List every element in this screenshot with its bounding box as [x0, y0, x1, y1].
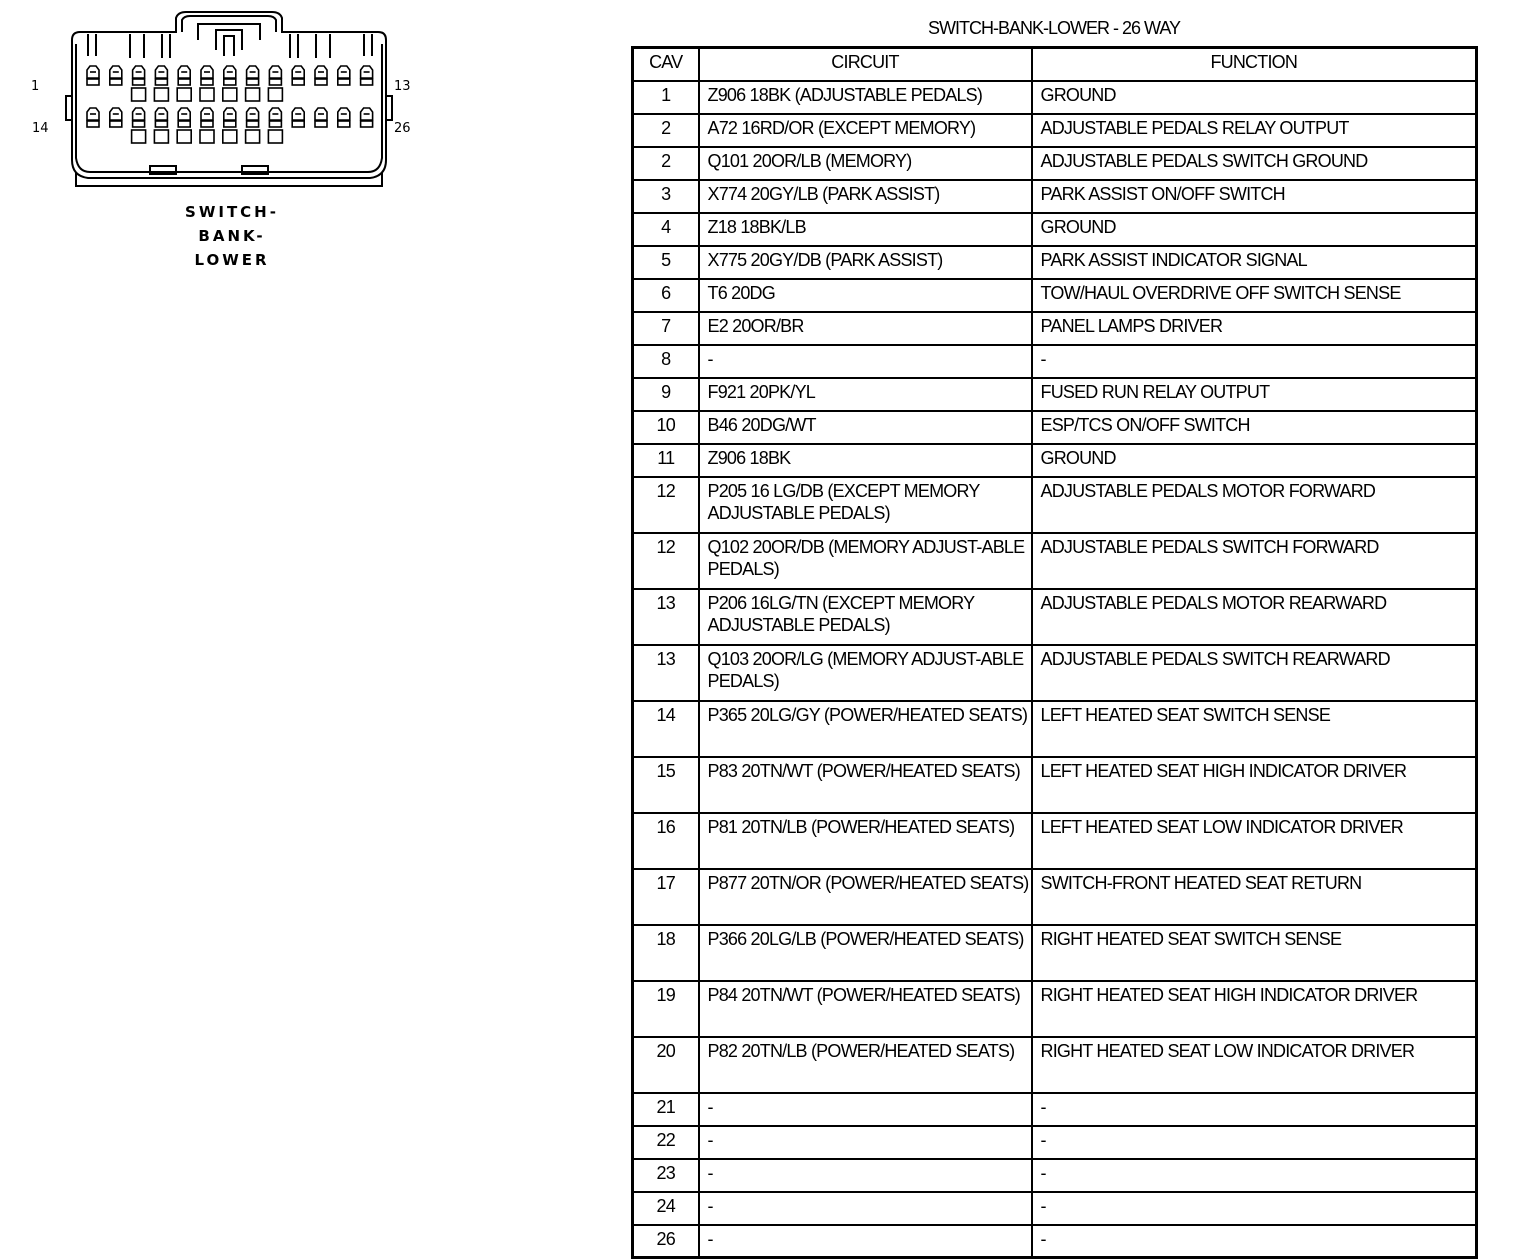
connector-label-line-2: BANK- — [198, 227, 266, 245]
function-cell: LEFT HEATED SEAT HIGH INDICATOR DRIVER — [1032, 757, 1477, 813]
table-row — [633, 645, 1477, 701]
pin-cavity-square — [177, 88, 191, 101]
function-cell: TOW/HAUL OVERDRIVE OFF SWITCH SENSE — [1032, 279, 1477, 312]
circuit-cell: - — [699, 1159, 1032, 1192]
circuit-cell: P365 20LG/GY (POWER/HEATED SEATS) — [699, 701, 1032, 757]
function-cell: ADJUSTABLE PEDALS SWITCH GROUND — [1032, 147, 1477, 180]
table-row — [633, 147, 1477, 180]
table-row — [633, 925, 1477, 981]
table-row — [633, 1225, 1477, 1258]
function-cell: RIGHT HEATED SEAT LOW INDICATOR DRIVER — [1032, 1037, 1477, 1093]
cav-cell: 2 — [633, 114, 699, 147]
cav-cell: 15 — [633, 757, 699, 813]
cav-cell: 17 — [633, 869, 699, 925]
table-row — [633, 246, 1477, 279]
circuit-cell: - — [699, 345, 1032, 378]
circuit-cell: P877 20TN/OR (POWER/HEATED SEATS) — [699, 869, 1032, 925]
pin-cavity-square — [154, 88, 168, 101]
cav-cell: 2 — [633, 147, 699, 180]
function-cell: ADJUSTABLE PEDALS MOTOR REARWARD — [1032, 589, 1477, 645]
pin-cavity-square — [132, 130, 146, 143]
cav-cell: 4 — [633, 213, 699, 246]
function-cell: GROUND — [1032, 81, 1477, 114]
cav-cell: 14 — [633, 701, 699, 757]
table-row — [633, 1126, 1477, 1159]
table-row — [633, 312, 1477, 345]
circuit-cell: P82 20TN/LB (POWER/HEATED SEATS) — [699, 1037, 1032, 1093]
table-row — [633, 869, 1477, 925]
cav-cell: 10 — [633, 411, 699, 444]
function-cell: GROUND — [1032, 444, 1477, 477]
table-row — [633, 701, 1477, 757]
cav-cell: 18 — [633, 925, 699, 981]
cav-cell: 8 — [633, 345, 699, 378]
cav-cell: 20 — [633, 1037, 699, 1093]
circuit-cell: E2 20OR/BR — [699, 312, 1032, 345]
pin-cavity-square — [154, 130, 168, 143]
function-cell: PARK ASSIST ON/OFF SWITCH — [1032, 180, 1477, 213]
table-row — [633, 1159, 1477, 1192]
cav-cell: 19 — [633, 981, 699, 1037]
circuit-cell: - — [699, 1225, 1032, 1258]
pinout-rows — [633, 81, 1477, 1258]
connector-label-line-1: SWITCH- — [185, 203, 279, 221]
table-row — [633, 1037, 1477, 1093]
circuit-cell: P205 16 LG/DB (EXCEPT MEMORY ADJUSTABLE PEDALS) — [699, 477, 1032, 533]
table-row — [633, 533, 1477, 589]
header-cav: CAV — [633, 48, 699, 81]
circuit-cell: Z906 18BK — [699, 444, 1032, 477]
connector-housing — [66, 12, 392, 186]
pin-cavity-square — [132, 88, 146, 101]
circuit-cell: P84 20TN/WT (POWER/HEATED SEATS) — [699, 981, 1032, 1037]
cav-cell: 6 — [633, 279, 699, 312]
pin-cavity-square — [223, 130, 237, 143]
circuit-cell: Z18 18BK/LB — [699, 213, 1032, 246]
pin-cavity-square — [268, 88, 282, 101]
function-cell: - — [1032, 1126, 1477, 1159]
table-row — [633, 589, 1477, 645]
function-cell: PANEL LAMPS DRIVER — [1032, 312, 1477, 345]
pin-cavity-square — [268, 130, 282, 143]
table-row — [633, 1192, 1477, 1225]
pin-cavity-square — [246, 130, 260, 143]
circuit-cell: F921 20PK/YL — [699, 378, 1032, 411]
function-cell: LEFT HEATED SEAT LOW INDICATOR DRIVER — [1032, 813, 1477, 869]
circuit-cell: X774 20GY/LB (PARK ASSIST) — [699, 180, 1032, 213]
cav-cell: 3 — [633, 180, 699, 213]
pin-cavity-square — [200, 88, 214, 101]
cav-cell: 9 — [633, 378, 699, 411]
pin-label-1: 1 — [31, 79, 40, 94]
connector-label-line-3: LOWER — [194, 251, 270, 269]
connector-diagram — [0, 0, 600, 290]
circuit-cell: - — [699, 1126, 1032, 1159]
table-row — [633, 1093, 1477, 1126]
pin-cavity-square — [246, 88, 260, 101]
table-row — [633, 477, 1477, 533]
function-cell: GROUND — [1032, 213, 1477, 246]
header-function: FUNCTION — [1032, 48, 1477, 81]
function-cell: ADJUSTABLE PEDALS RELAY OUTPUT — [1032, 114, 1477, 147]
connector-pins — [87, 66, 373, 143]
header-circuit: CIRCUIT — [699, 48, 1032, 81]
circuit-cell: - — [699, 1093, 1032, 1126]
circuit-cell: - — [699, 1192, 1032, 1225]
cav-cell: 13 — [633, 645, 699, 701]
function-cell: ESP/TCS ON/OFF SWITCH — [1032, 411, 1477, 444]
pin-cavity-square — [200, 130, 214, 143]
pin-cavity-square — [177, 130, 191, 143]
cav-cell: 1 — [633, 81, 699, 114]
function-cell: ADJUSTABLE PEDALS SWITCH REARWARD — [1032, 645, 1477, 701]
cav-cell: 26 — [633, 1225, 699, 1258]
function-cell: - — [1032, 345, 1477, 378]
table-title: SWITCH-BANK-LOWER - 26 WAY — [927, 18, 1180, 38]
cav-cell: 23 — [633, 1159, 699, 1192]
cav-cell: 16 — [633, 813, 699, 869]
function-cell: RIGHT HEATED SEAT HIGH INDICATOR DRIVER — [1032, 981, 1477, 1037]
table-row — [633, 180, 1477, 213]
pinout-table — [631, 46, 1478, 1259]
cav-cell: 24 — [633, 1192, 699, 1225]
circuit-cell: P83 20TN/WT (POWER/HEATED SEATS) — [699, 757, 1032, 813]
pin-cavity-square — [223, 88, 237, 101]
circuit-cell: P366 20LG/LB (POWER/HEATED SEATS) — [699, 925, 1032, 981]
table-row — [633, 213, 1477, 246]
table-row — [633, 981, 1477, 1037]
circuit-cell: Q103 20OR/LG (MEMORY ADJUST-ABLE PEDALS) — [699, 645, 1032, 701]
circuit-cell: P81 20TN/LB (POWER/HEATED SEATS) — [699, 813, 1032, 869]
table-row — [633, 279, 1477, 312]
cav-cell: 21 — [633, 1093, 699, 1126]
table-row — [633, 81, 1477, 114]
cav-cell: 12 — [633, 477, 699, 533]
function-cell: ADJUSTABLE PEDALS SWITCH FORWARD — [1032, 533, 1477, 589]
function-cell: FUSED RUN RELAY OUTPUT — [1032, 378, 1477, 411]
table-row — [633, 411, 1477, 444]
function-cell: - — [1032, 1225, 1477, 1258]
circuit-cell: Z906 18BK (ADJUSTABLE PEDALS) — [699, 81, 1032, 114]
circuit-cell: Q101 20OR/LB (MEMORY) — [699, 147, 1032, 180]
table-row — [633, 813, 1477, 869]
circuit-cell: X775 20GY/DB (PARK ASSIST) — [699, 246, 1032, 279]
circuit-cell: T6 20DG — [699, 279, 1032, 312]
table-row — [633, 757, 1477, 813]
function-cell: LEFT HEATED SEAT SWITCH SENSE — [1032, 701, 1477, 757]
function-cell: SWITCH-FRONT HEATED SEAT RETURN — [1032, 869, 1477, 925]
pin-label-26: 26 — [394, 121, 411, 136]
table-row — [633, 444, 1477, 477]
cav-cell: 12 — [633, 533, 699, 589]
table-row — [633, 378, 1477, 411]
cav-cell: 5 — [633, 246, 699, 279]
function-cell: - — [1032, 1093, 1477, 1126]
function-cell: ADJUSTABLE PEDALS MOTOR FORWARD — [1032, 477, 1477, 533]
circuit-cell: P206 16LG/TN (EXCEPT MEMORY ADJUSTABLE PEDALS) — [699, 589, 1032, 645]
table-row — [633, 114, 1477, 147]
function-cell: - — [1032, 1159, 1477, 1192]
circuit-cell: Q102 20OR/DB (MEMORY ADJUST-ABLE PEDALS) — [699, 533, 1032, 589]
pin-label-13: 13 — [394, 79, 411, 94]
pin-label-14: 14 — [32, 121, 49, 136]
function-cell: RIGHT HEATED SEAT SWITCH SENSE — [1032, 925, 1477, 981]
cav-cell: 11 — [633, 444, 699, 477]
cav-cell: 7 — [633, 312, 699, 345]
function-cell: PARK ASSIST INDICATOR SIGNAL — [1032, 246, 1477, 279]
table-row — [633, 345, 1477, 378]
cav-cell: 22 — [633, 1126, 699, 1159]
circuit-cell: A72 16RD/OR (EXCEPT MEMORY) — [699, 114, 1032, 147]
circuit-cell: B46 20DG/WT — [699, 411, 1032, 444]
function-cell: - — [1032, 1192, 1477, 1225]
cav-cell: 13 — [633, 589, 699, 645]
